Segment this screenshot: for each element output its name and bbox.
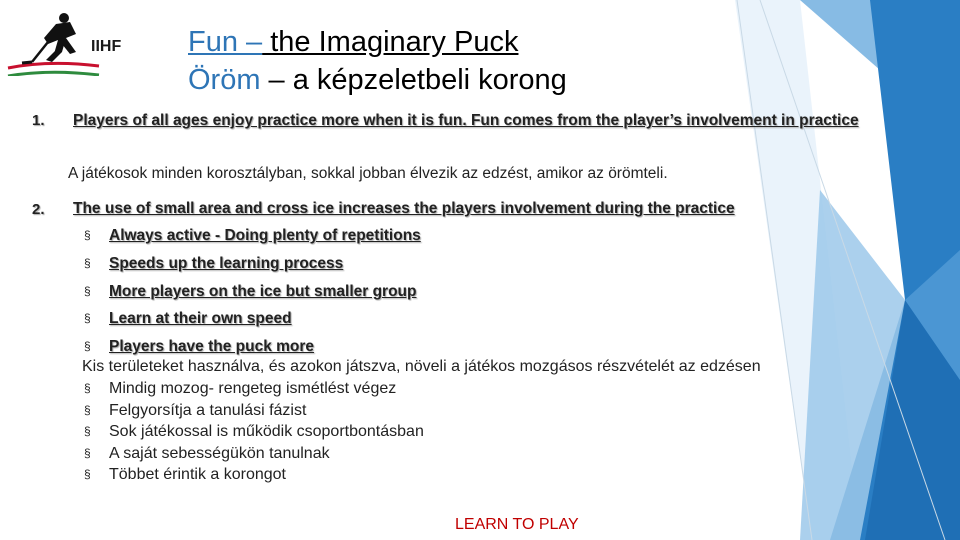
bullet-en-4 [84,310,292,328]
title-english [188,26,518,59]
bullet-marker: § [84,284,91,298]
bullet-en-text: Speeds up the learning process [109,255,344,272]
bullet-hu-text: A saját sebességükön tanulnak [109,445,330,462]
footer-text: LEARN TO PLAY [455,516,579,533]
bullet-hu-5 [84,466,286,484]
bullet-en-3 [84,283,417,301]
bullet-marker: § [84,228,91,242]
bullet-hu-text: Felgyorsítja a tanulási fázist [109,402,307,419]
bullet-marker: § [84,381,91,395]
bullet-hu-2 [84,402,306,420]
bullet-hu-4 [84,445,330,463]
bullet-hu-1 [84,380,396,398]
title-english-accent: Fun – [188,26,263,58]
hockey-player-icon [4,8,144,76]
bullet-en-2 [84,255,343,273]
item-1-hungarian: A játékosok minden korosztályban, sokkal jobban élvezik az edzést, amikor az örömteli. [68,165,668,182]
title-hungarian [188,64,567,97]
bullet-en-text: Learn at their own speed [109,310,292,327]
item-2-english: The use of small area and cross ice increases the players involvement during the practice [73,200,735,217]
title-hungarian-rest: – a képzeletbeli korong [260,64,567,96]
iihf-logo [4,8,144,76]
item-2-number: 2. [32,201,45,218]
bullet-hu-text: Sok játékossal is működik csoportbontásban [109,423,424,440]
bullet-marker: § [84,446,91,460]
item-1-number: 1. [32,112,45,129]
bullet-marker: § [84,256,91,270]
title-english-rest: the Imaginary Puck [262,26,519,58]
bullet-hu-text: Mindig mozog- rengeteg ismétlést végez [109,380,397,397]
bullet-en-text: Always active - Doing plenty of repetitions [109,227,421,244]
bullet-hu-text: Többet érintik a korongot [109,466,286,483]
title-hungarian-accent: Öröm [188,64,261,96]
bullet-marker: § [84,311,91,325]
bullet-hu-3 [84,423,424,441]
bullet-marker: § [84,339,91,353]
bullet-en-text: Players have the puck more [109,338,315,355]
bullet-en-1 [84,227,421,245]
bullet-marker: § [84,403,91,417]
bullet-en-5 [84,338,314,356]
logo-text: IIHF [91,38,122,55]
bullet-marker: § [84,424,91,438]
item-1-english: Players of all ages enjoy practice more when it is fun. Fun comes from the player’s involvement in practice [73,112,859,129]
bullet-marker: § [84,467,91,481]
item-2-hungarian: Kis területeket használva, és azokon játszva, növeli a játékos mozgásos részvételét az edzésen [82,358,761,375]
bullet-en-text: More players on the ice but smaller group [109,283,417,300]
